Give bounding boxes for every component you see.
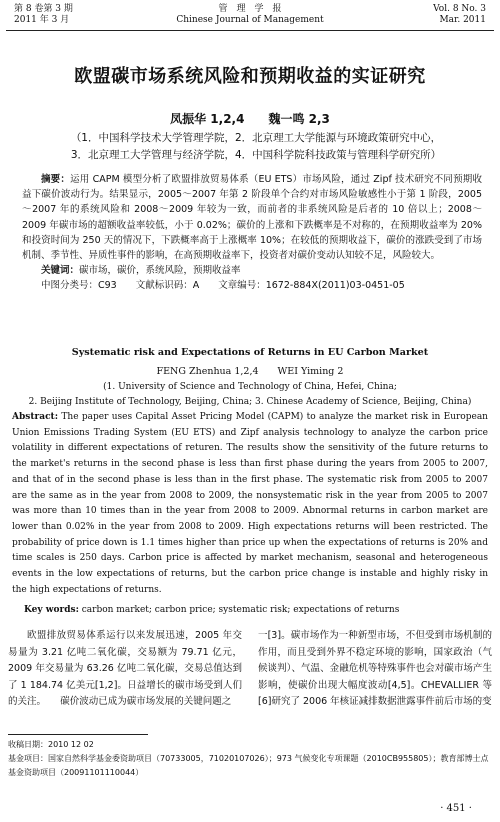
cn-abstract-text: 运用 CAPM 模型分析了欧盟排放贸易体系（EU ETS）市场风险，通过 Zipf 技术研究不同预期收益下碳价波动行为。结果显示，2005～2007 年第 2 阶段单个合约对市场风险敏感性小于第 1 阶段，2005～2007 年的系统风险和 2008～2009 年较为一致，而前者的非系统风险是后者的 10 倍以上；2008～2009 年碳市场的超额收益率较低，小于 0.02%；碳价的上涨和下跌概率是不对称的，在预期收益率为 20% 和投资时间为 250 天的情况下，下跌概率高于上涨概率 10%；在较低的预期收益下，碳价的涨跌受到了市场机制、季节性、异质性事件的影响，在高预期收益率下，投资者对碳价变动认知较不足，风险较大。 xyxy=(22,174,482,262)
received-date: 收稿日期：2010 12 02 xyxy=(8,740,94,749)
header-volume: 第 8 卷第 3 期 xyxy=(14,4,73,14)
footnote xyxy=(8,738,492,780)
cn-classification: 中图分类号：C93 文献标识码：A 文章编号：1672-884X(2011)03-0451-05 xyxy=(41,280,405,292)
journal-name-cn: 管 理 学 报 xyxy=(218,4,282,14)
en-affiliations xyxy=(10,380,490,410)
en-abstract-text: The paper uses Capital Asset Pricing Model (CAPM) to analyze the market risk in European Union Emissions Trading System (EU ETS) and Zipf analysis technology to analyze the carbon price volatility in different expectations of returen. The results show the sensitivity of the future returns to the market's returns in the second phase is less than first phase during the years from 2005 to 2007, and that of in the second phase is less than in the first phase. The systematic risk from 2005 to 2007 are the same as in the year from 2008 to 2009, the nonsystematic risk in the year from 2005 to 2007 was more than 10 times than in the year from 2008 to 2009. Abnormal returns in carbon market are lower than 0.02% in the year from 2008 to 2009. High expectations returns will been restricted. The probability of price down is 1.1 times higher than price up when the expectations of returns is 20% and time scales is 250 days. Carbon price is affected by market mechanism, seasonal and heterogeneous events in the low expectations of returns, but the carbon price change is instable and highly risky in the high expectations of returns. xyxy=(12,412,488,595)
en-keywords-label: Key words: xyxy=(24,605,79,615)
cn-abstract-label: 摘要： xyxy=(41,174,71,185)
affiliation-line: （1．中国科学技术大学管理学院，2．北京理工大学能源与环境政策研究中心， xyxy=(70,132,442,144)
cn-keywords-label: 关键词： xyxy=(41,265,80,277)
en-affiliation-line: 2. Beijing Institute of Technology, Beijing, China; 3. Chinese Academy of Science, Beijing, China) xyxy=(28,397,472,407)
body-column-left: 欧盟排放贸易体系运行以来发展迅速，2005 年交易量为 3.21 亿吨二氧化碳，交易额为 79.71 亿元，2009 年交易量为 63.26 亿吨二氧化碳，交易总值达到了 1 184.74 亿美元[1,2]。日益增长的碳市场受到人们的关注。 碳价波动已成为碳市场发展的关键问题之 xyxy=(8,630,242,707)
funding-note: 基金项目：国家自然科学基金委资助项目（70733005，71020107026）；973 气候变化专项课题（2010CB955805）；教育部博士点基金资助项目（20091101110044） xyxy=(8,754,489,777)
footnote-divider xyxy=(8,734,148,735)
journal-name-en: Chinese Journal of Management xyxy=(176,15,324,25)
header-divider xyxy=(6,30,494,31)
en-keywords-row xyxy=(24,605,484,615)
affiliation-line: 3．北京理工大学管理与经济学院，4．中国科学院科技政策与管理科学研究所） xyxy=(70,149,442,161)
paper-title: 欧盟碳市场系统风险和预期收益的实证研究 xyxy=(74,66,426,87)
cn-abstract xyxy=(22,172,482,294)
page-number: · 451 · xyxy=(440,803,472,814)
header-date-en: Mar. 2011 xyxy=(439,15,486,25)
cn-keywords: 碳市场，碳价，系统风险，预期收益率 xyxy=(79,265,241,277)
body-column-right: 一[3]。碳市场作为一种新型市场，不但受到市场机制的作用，而且受到外界不稳定环境的影响，国家政治（气候谈判）、气温、金融危机等特殊事件也会对碳市场产生影响，使碳价出现大幅度波动[4,5]。CHEVALLIER 等[6]研究了 2006 年核证减排数据泄露事件前后市场的变 xyxy=(258,630,492,707)
en-title: Systematic risk and Expectations of Returns in EU Carbon Market xyxy=(71,347,429,358)
en-abstract-label: Abstract: xyxy=(12,412,59,422)
en-abstract xyxy=(12,410,488,598)
en-authors: FENG Zhenhua 1,2,4 WEI Yiming 2 xyxy=(156,366,344,377)
header-date: 2011 年 3 月 xyxy=(14,15,70,25)
en-affiliation-line: (1. University of Science and Technology of China, Hefei, China; xyxy=(103,382,397,392)
affiliations xyxy=(26,130,486,164)
en-keywords: carbon market; carbon price; systematic risk; expectations of returns xyxy=(81,605,400,615)
header-volume-en: Vol. 8 No. 3 xyxy=(433,4,486,14)
paper-authors: 凤振华 1,2,4 魏一鸣 2,3 xyxy=(170,112,330,126)
header-journal xyxy=(0,4,500,26)
header-issue-en xyxy=(433,4,486,26)
